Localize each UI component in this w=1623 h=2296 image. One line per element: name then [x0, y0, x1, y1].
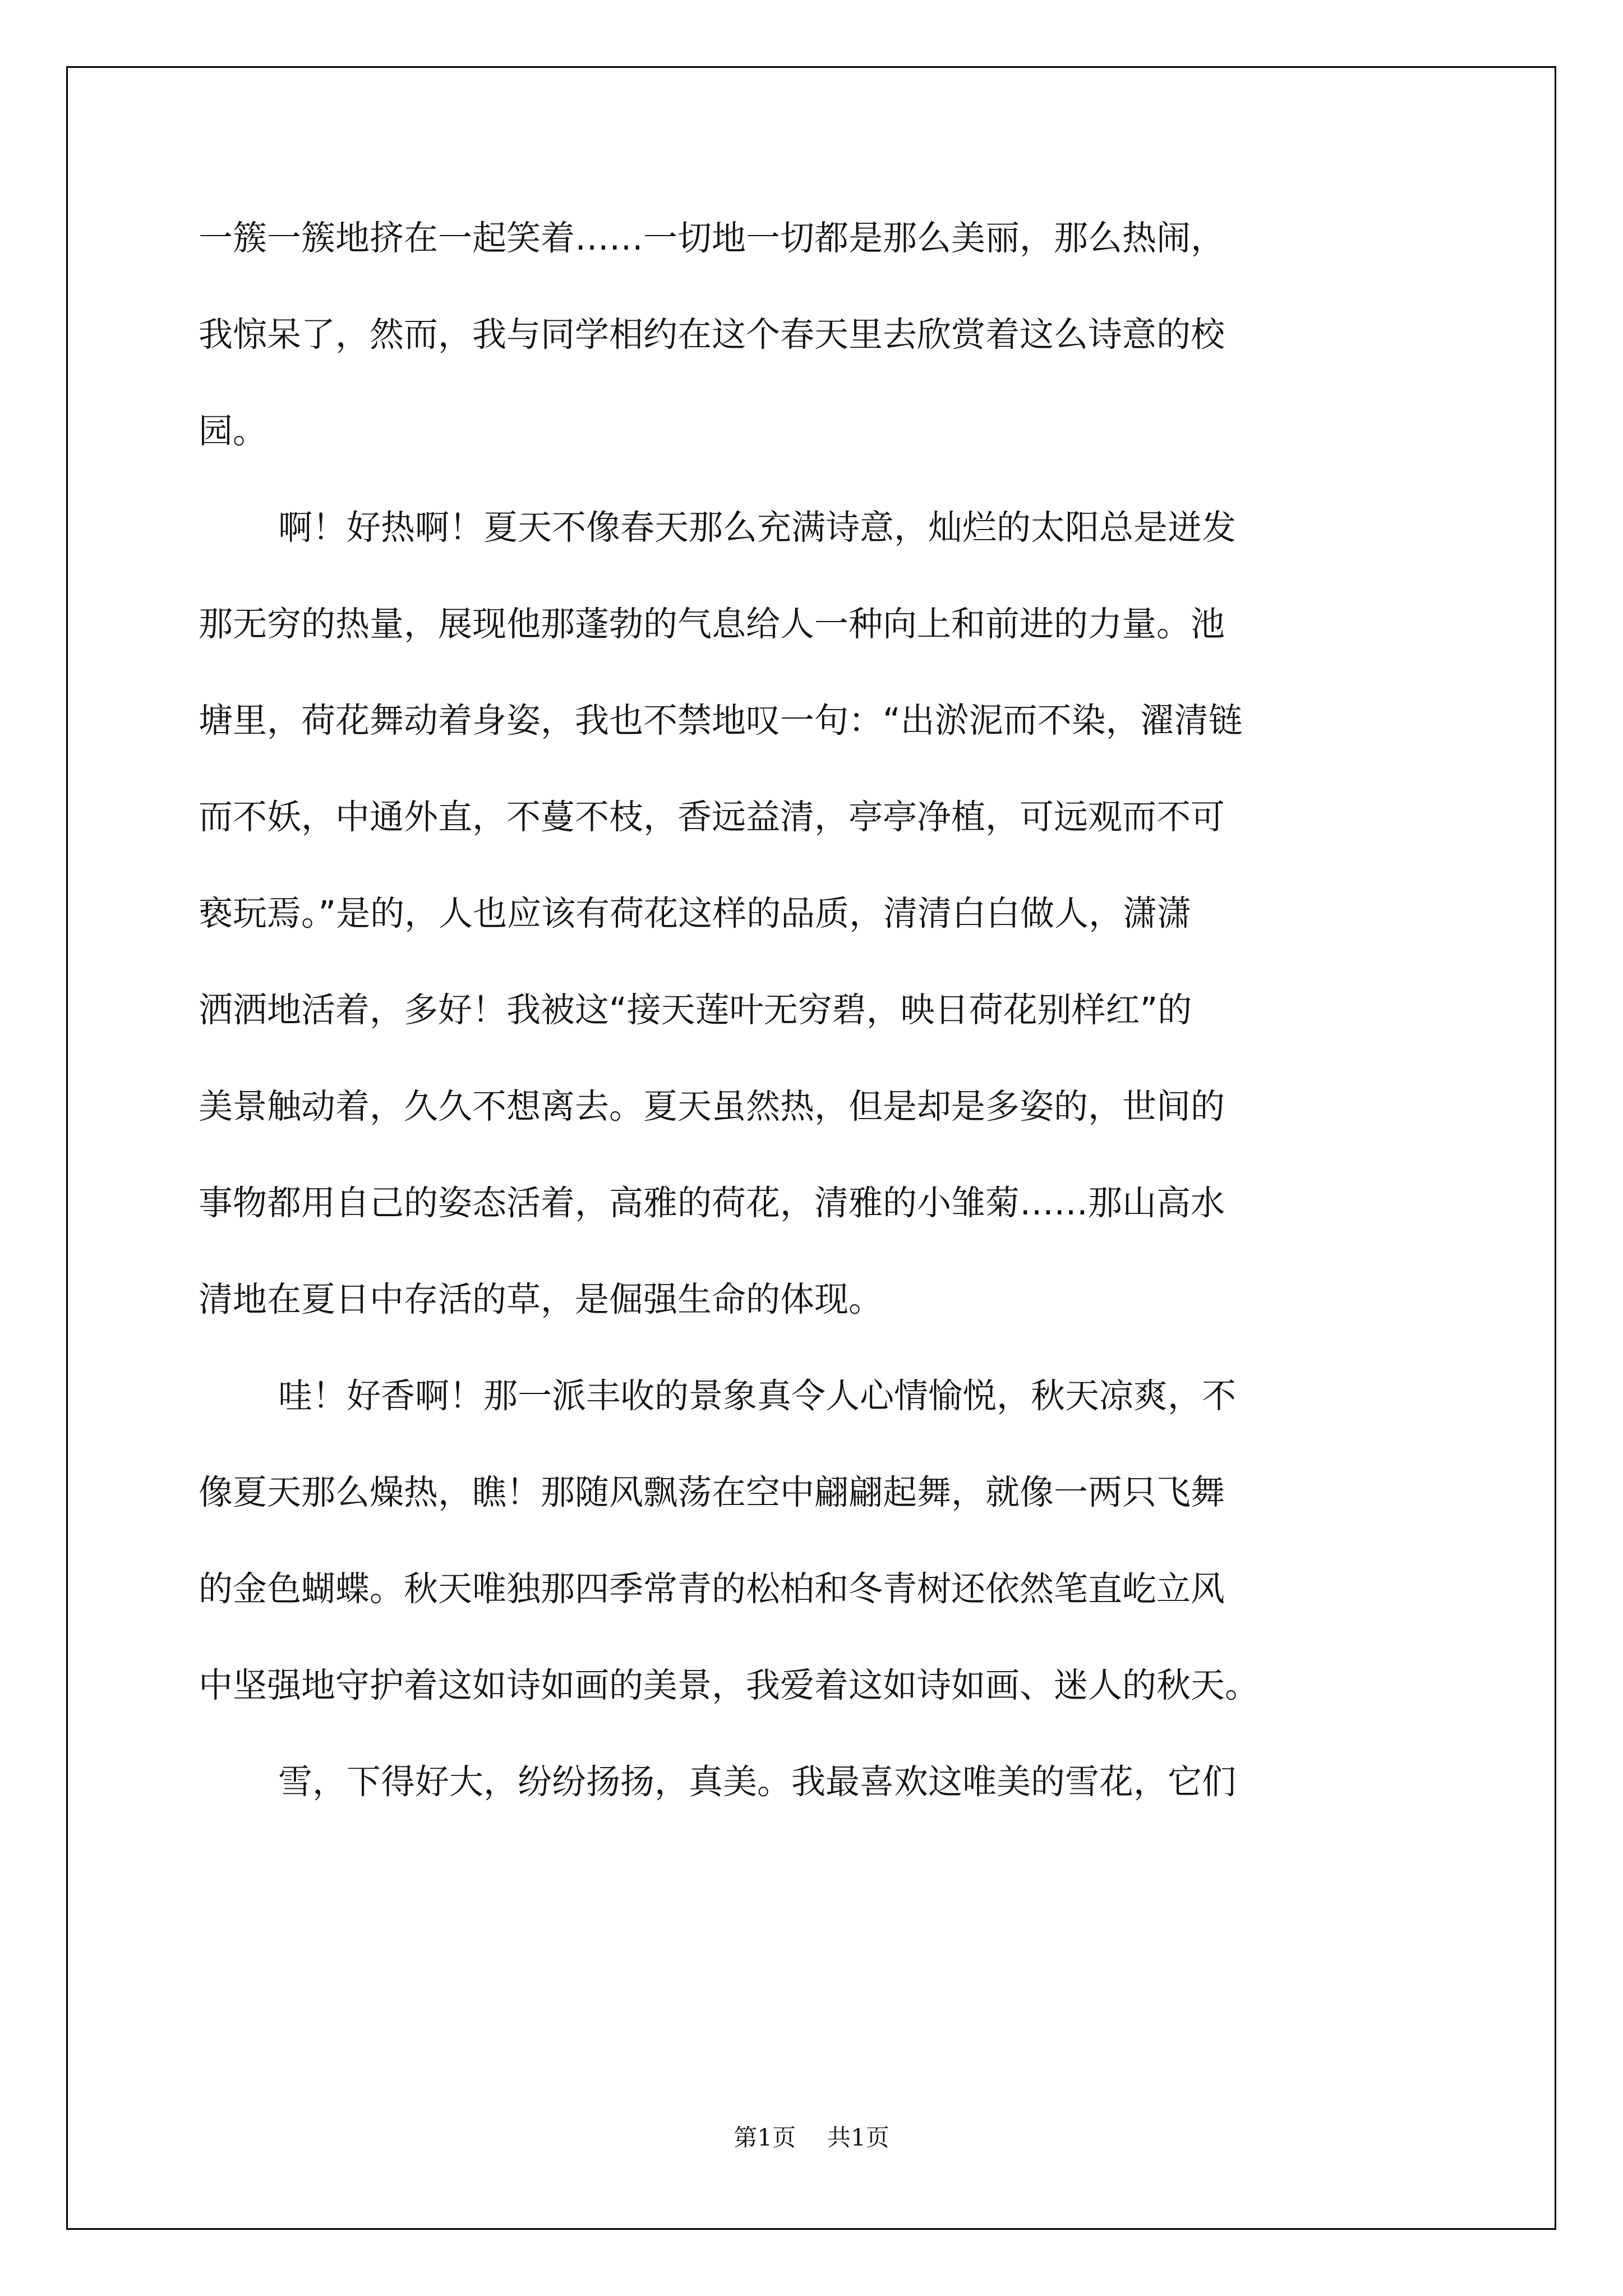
page-total: 共1页	[827, 2124, 889, 2151]
text-line: 而不妖，中通外直，不蔓不枝，香远益清，亭亭净植，可远观而不可	[199, 797, 1225, 837]
text-line: 亵玩焉。”是的，人也应该有荷花这样的品质，清清白白做人，潇潇	[199, 894, 1192, 933]
text-line: 雪，下得好大，纷纷扬扬，真美。我最喜欢这唯美的雪花，它们	[278, 1762, 1237, 1802]
text-line: 事物都用自己的姿态活着，高雅的荷花，清雅的小雏菊……那山高水	[199, 1183, 1225, 1223]
text-line: 洒洒地活着，多好！我被这“接天莲叶无穷碧，映日荷花别样红”的	[199, 990, 1192, 1030]
page-number: 第1页	[734, 2124, 796, 2151]
text-line: 像夏天那么燥热，瞧！那随风飘荡在空中翩翩起舞，就像一两只飞舞	[199, 1473, 1225, 1512]
text-line: 塘里，荷花舞动着身姿，我也不禁地叹一句：“出淤泥而不染，濯清链	[199, 701, 1243, 740]
page-footer	[0, 2119, 1623, 2153]
text-line: 园。	[199, 411, 268, 451]
text-line: 那无穷的热量，展现他那蓬勃的气息给人一种向上和前进的力量。池	[199, 604, 1225, 644]
text-line: 哇！好香啊！那一派丰收的景象真令人心情愉悦，秋天凉爽，不	[278, 1376, 1237, 1416]
text-line: 一簇一簇地挤在一起笑着……一切地一切都是那么美丽，那么热闹，	[199, 218, 1225, 258]
text-line: 的金色蝴蝶。秋天唯独那四季常青的松柏和冬青树还依然笔直屹立风	[199, 1569, 1225, 1609]
text-line: 美景触动着，久久不想离去。夏天虽然热，但是却是多姿的，世间的	[199, 1087, 1225, 1126]
text-line: 啊！好热啊！夏天不像春天那么充满诗意，灿烂的太阳总是迸发	[278, 508, 1237, 547]
text-line: 中坚强地守护着这如诗如画的美景，我爱着这如诗如画、迷人的秋天。	[199, 1665, 1260, 1705]
text-line: 清地在夏日中存活的草，是倔强生命的体现。	[199, 1280, 883, 1319]
text-line: 我惊呆了，然而，我与同学相约在这个春天里去欣赏着这么诗意的校	[199, 315, 1225, 355]
document-body	[199, 208, 1438, 1848]
